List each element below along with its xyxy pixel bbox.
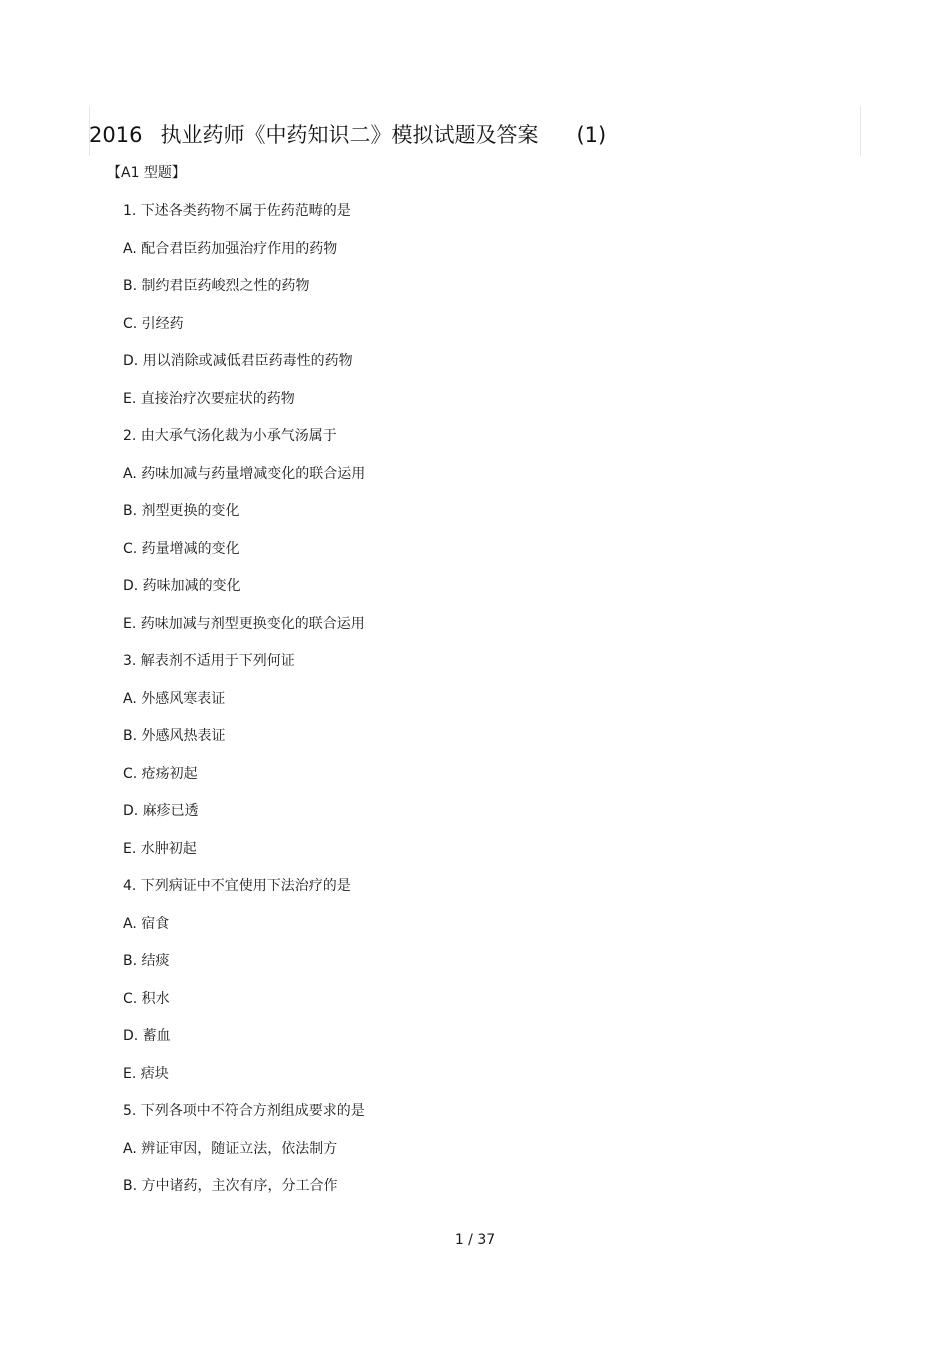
option-line: E. 药味加减与剂型更换变化的联合运用: [123, 615, 365, 632]
question-line: 3. 解表剂不适用于下列何证: [123, 653, 295, 669]
question-line: 2. 由大承气汤化裁为小承气汤属于: [123, 428, 337, 444]
option-line: A. 辨证审因，随证立法，依法制方: [123, 1140, 338, 1157]
header-rule-right: [860, 106, 861, 156]
option-line: C. 药量增减的变化: [123, 540, 240, 557]
document-title: [89, 120, 606, 150]
option-line: D. 麻疹已透: [123, 803, 199, 819]
option-line: A. 宿食: [123, 915, 170, 932]
option-line: D. 用以消除或减低君臣药毒性的药物: [123, 353, 353, 369]
title-main: 执业药师《中药知识二》模拟试题及答案: [160, 123, 539, 147]
title-part: (1): [576, 123, 607, 147]
option-line: B. 结痰: [123, 953, 170, 969]
option-line: A. 配合君臣药加强治疗作用的药物: [123, 240, 338, 257]
option-line: C. 疮疡初起: [123, 765, 198, 782]
option-line: E. 直接治疗次要症状的药物: [123, 390, 295, 407]
option-line: A. 外感风寒表证: [123, 690, 226, 707]
option-line: D. 蓄血: [123, 1028, 171, 1044]
question-line: 4. 下列病证中不宜使用下法治疗的是: [123, 878, 351, 894]
section-heading: 【A1 型题】: [107, 165, 186, 181]
option-line: C. 引经药: [123, 315, 184, 332]
option-line: B. 剂型更换的变化: [123, 503, 240, 519]
option-line: B. 方中诸药，主次有序，分工合作: [123, 1178, 338, 1194]
question-line: 5. 下列各项中不符合方剂组成要求的是: [123, 1103, 365, 1119]
option-line: A. 药味加减与药量增减变化的联合运用: [123, 465, 366, 482]
page-number: 1 / 37: [454, 1232, 496, 1248]
title-year: 2016: [89, 123, 143, 147]
option-line: B. 制约君臣药峻烈之性的药物: [123, 278, 310, 294]
option-line: C. 积水: [123, 990, 170, 1007]
option-line: E. 水肿初起: [123, 840, 197, 857]
option-line: D. 药味加减的变化: [123, 578, 241, 594]
option-line: E. 痞块: [123, 1065, 169, 1082]
question-line: 1. 下述各类药物不属于佐药范畴的是: [123, 203, 351, 219]
option-line: B. 外感风热表证: [123, 728, 226, 744]
question-list: [123, 200, 365, 1213]
